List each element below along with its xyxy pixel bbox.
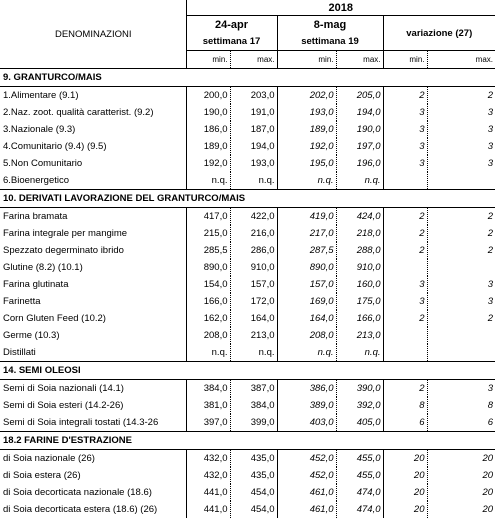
cell-value: 202,0 [277, 87, 336, 105]
cell-value: 455,0 [336, 467, 383, 484]
cell-value: 441,0 [203, 487, 228, 498]
row-label: Corn Gluten Feed (10.2) [0, 310, 186, 327]
row-label: 6.Bioenergetico [0, 172, 186, 190]
cell-value: 286,0 [230, 242, 277, 259]
cell-value: 172,0 [230, 293, 277, 310]
cell-value: 205,0 [336, 87, 383, 105]
table-row [0, 484, 495, 501]
section-title: 9. GRANTURCO/MAIS [0, 69, 495, 87]
cell-value: 20 [383, 501, 427, 518]
cell-value: 454,0 [230, 484, 277, 501]
table-row [0, 380, 495, 398]
cell-value: 208,0 [277, 327, 336, 344]
cell-value: 474,0 [336, 484, 383, 501]
cell-value: 455,0 [336, 450, 383, 468]
cell-value: 190,0 [336, 121, 383, 138]
cell-value: 2 [427, 242, 495, 259]
min-header-1: min. [186, 51, 230, 69]
cell-value: n.q. [336, 344, 383, 362]
cell-value: 399,0 [230, 414, 277, 432]
table-row [0, 327, 495, 344]
section-title: 18.2 FARINE D'ESTRAZIONE [0, 432, 495, 450]
cell-value: 384,0 [230, 397, 277, 414]
row-label: Farinetta [0, 293, 186, 310]
cell-value: 2 [427, 310, 495, 327]
cell-value: 8 [427, 397, 495, 414]
cell-value: 3 [427, 121, 495, 138]
row-label: Farina integrale per mangime [0, 225, 186, 242]
cell-value [383, 259, 427, 276]
row-label: Spezzato degerminato ibrido [0, 242, 186, 259]
cell-value: 422,0 [230, 208, 277, 226]
cell-value: 474,0 [336, 501, 383, 518]
cell-value: 6 [383, 414, 427, 432]
cell-value: 3 [383, 104, 427, 121]
cell-value: 166,0 [336, 310, 383, 327]
cell-value: 392,0 [336, 397, 383, 414]
cell-value: 3 [427, 293, 495, 310]
row-label: Farina glutinata [0, 276, 186, 293]
week2-header: settimana 19 [277, 33, 383, 51]
cell-value: 890,0 [203, 262, 228, 273]
cell-value: 2 [383, 208, 427, 226]
cell-value: 20 [427, 484, 495, 501]
cell-value: 910,0 [336, 259, 383, 276]
cell-value: 288,0 [336, 242, 383, 259]
table-row [0, 155, 495, 172]
cell-value: 387,0 [230, 380, 277, 398]
cell-value: 194,0 [230, 138, 277, 155]
cell-value: 192,0 [277, 138, 336, 155]
cell-value: 384,0 [203, 383, 228, 394]
cell-value: 164,0 [277, 310, 336, 327]
cell-value: 194,0 [336, 104, 383, 121]
cell-value: 2 [383, 87, 427, 105]
row-label: di Soia nazionale (26) [0, 450, 186, 468]
row-label: Germe (10.3) [0, 327, 186, 344]
table-row [0, 467, 495, 484]
cell-value: 190,0 [203, 107, 228, 118]
cell-value: 435,0 [230, 450, 277, 468]
cell-value: 215,0 [203, 228, 228, 239]
cell-value: 432,0 [203, 453, 228, 464]
cell-value: 285,5 [203, 245, 228, 256]
date2-header: 8-mag [277, 16, 383, 34]
cell-value: 2 [427, 208, 495, 226]
cell-value: 2 [383, 310, 427, 327]
row-label: di Soia decorticata nazionale (18.6) [0, 484, 186, 501]
denominazioni-header: DENOMINAZIONI [0, 0, 186, 69]
section-header [0, 69, 495, 87]
cell-value: 193,0 [230, 155, 277, 172]
cell-value [427, 344, 495, 362]
cell-value: 397,0 [203, 417, 228, 428]
table-row [0, 293, 495, 310]
cell-value: 20 [383, 450, 427, 468]
year-header: 2018 [186, 0, 495, 16]
table-row [0, 259, 495, 276]
cell-value: 3 [383, 138, 427, 155]
cell-value [427, 172, 495, 190]
row-label: Semi di Soia integrali tostati (14.3-26 [0, 414, 186, 432]
variazione-header: variazione (27) [383, 16, 495, 51]
table-row [0, 225, 495, 242]
max-header-1: max. [230, 51, 277, 69]
cell-value: 3 [427, 104, 495, 121]
cell-value: 189,0 [277, 121, 336, 138]
cell-value: 2 [383, 225, 427, 242]
cell-value: 3 [383, 293, 427, 310]
cell-value [383, 327, 427, 344]
cell-value: 20 [427, 450, 495, 468]
cell-value: 3 [427, 138, 495, 155]
cell-value: n.q. [211, 175, 228, 186]
cell-value: 162,0 [203, 313, 228, 324]
row-label: Semi di Soia esteri (14.2-26) [0, 397, 186, 414]
row-label: Farina bramata [0, 208, 186, 226]
min-header-3: min. [383, 51, 427, 69]
table-row [0, 310, 495, 327]
table-row [0, 501, 495, 518]
table-row [0, 104, 495, 121]
cell-value [427, 259, 495, 276]
cell-value: 405,0 [336, 414, 383, 432]
cell-value: n.q. [211, 347, 228, 358]
cell-value: 452,0 [277, 450, 336, 468]
min-header-2: min. [277, 51, 336, 69]
table-row [0, 121, 495, 138]
cell-value: 187,0 [230, 121, 277, 138]
cell-value: n.q. [277, 172, 336, 190]
cell-value: 191,0 [230, 104, 277, 121]
cell-value: 386,0 [277, 380, 336, 398]
cell-value: 389,0 [277, 397, 336, 414]
cell-value [427, 327, 495, 344]
cell-value: 193,0 [277, 104, 336, 121]
cell-value: 189,0 [203, 141, 228, 152]
cell-value: 417,0 [203, 211, 228, 222]
cell-value: 3 [383, 121, 427, 138]
row-label: Semi di Soia nazionali (14.1) [0, 380, 186, 398]
row-label: 3.Nazionale (9.3) [0, 121, 186, 138]
cell-value: 435,0 [230, 467, 277, 484]
section-header [0, 432, 495, 450]
row-label: Glutine (8.2) (10.1) [0, 259, 186, 276]
cell-value: 3 [383, 276, 427, 293]
max-header-3: max. [427, 51, 495, 69]
cell-value: 208,0 [203, 330, 228, 341]
cell-value: 20 [427, 501, 495, 518]
cell-value: 166,0 [203, 296, 228, 307]
table-row [0, 87, 495, 105]
cell-value: 403,0 [277, 414, 336, 432]
cell-value: 186,0 [203, 124, 228, 135]
table-row [0, 397, 495, 414]
cell-value: 213,0 [336, 327, 383, 344]
cell-value: 3 [427, 380, 495, 398]
cell-value: 390,0 [336, 380, 383, 398]
cell-value: 157,0 [230, 276, 277, 293]
cell-value: 6 [427, 414, 495, 432]
cell-value: 160,0 [336, 276, 383, 293]
table-row [0, 450, 495, 468]
cell-value: 890,0 [277, 259, 336, 276]
table-row [0, 344, 495, 362]
cell-value: 381,0 [203, 400, 228, 411]
cell-value: 203,0 [230, 87, 277, 105]
table-row [0, 172, 495, 190]
cell-value: 287,5 [277, 242, 336, 259]
date1-header: 24-apr [214, 18, 249, 31]
cell-value: n.q. [230, 344, 277, 362]
section-header [0, 362, 495, 380]
cell-value: 461,0 [277, 484, 336, 501]
cell-value: 154,0 [203, 279, 228, 290]
row-label: Distillati [0, 344, 186, 362]
cell-value: 197,0 [336, 138, 383, 155]
cell-value: 432,0 [203, 470, 228, 481]
cell-value: 216,0 [230, 225, 277, 242]
cell-value: 2 [383, 242, 427, 259]
row-label: 4.Comunitario (9.4) (9.5) [0, 138, 186, 155]
table-row [0, 138, 495, 155]
cell-value: 3 [427, 276, 495, 293]
cell-value: 452,0 [277, 467, 336, 484]
cell-value: 195,0 [277, 155, 336, 172]
cell-value: 200,0 [203, 90, 228, 101]
cell-value: 441,0 [203, 504, 228, 515]
cell-value: 2 [427, 225, 495, 242]
cell-value [383, 344, 427, 362]
cell-value: 196,0 [336, 155, 383, 172]
cell-value: 218,0 [336, 225, 383, 242]
cell-value: 169,0 [277, 293, 336, 310]
cell-value: 213,0 [230, 327, 277, 344]
cell-value: 20 [383, 467, 427, 484]
cell-value: 175,0 [336, 293, 383, 310]
cell-value: 454,0 [230, 501, 277, 518]
section-header [0, 190, 495, 208]
max-header-2: max. [336, 51, 383, 69]
cell-value: 192,0 [203, 158, 228, 169]
cell-value: 424,0 [336, 208, 383, 226]
cell-value: 461,0 [277, 501, 336, 518]
cell-value: 217,0 [277, 225, 336, 242]
week1-header: settimana 17 [202, 36, 261, 47]
cell-value: n.q. [336, 172, 383, 190]
table-row [0, 414, 495, 432]
cell-value: 164,0 [230, 310, 277, 327]
cell-value: 910,0 [230, 259, 277, 276]
cell-value: 419,0 [277, 208, 336, 226]
cell-value: 157,0 [277, 276, 336, 293]
cell-value: 3 [427, 155, 495, 172]
cell-value: 20 [383, 484, 427, 501]
cell-value [383, 172, 427, 190]
row-label: 5.Non Comunitario [0, 155, 186, 172]
section-title: 14. SEMI OLEOSI [0, 362, 495, 380]
table-row [0, 276, 495, 293]
cell-value: 2 [383, 380, 427, 398]
cell-value: n.q. [230, 172, 277, 190]
row-label: di Soia estera (26) [0, 467, 186, 484]
cell-value: n.q. [277, 344, 336, 362]
row-label: 2.Naz. zoot. qualità caratterist. (9.2) [0, 104, 186, 121]
row-label: 1.Alimentare (9.1) [0, 87, 186, 105]
section-title: 10. DERIVATI LAVORAZIONE DEL GRANTURCO/MAIS [0, 190, 495, 208]
cell-value: 2 [427, 87, 495, 105]
row-label: di Soia decorticata estera (18.6) (26) [0, 501, 186, 518]
table-row [0, 208, 495, 226]
cell-value: 3 [383, 155, 427, 172]
cell-value: 20 [427, 467, 495, 484]
table-row [0, 242, 495, 259]
cell-value: 8 [383, 397, 427, 414]
